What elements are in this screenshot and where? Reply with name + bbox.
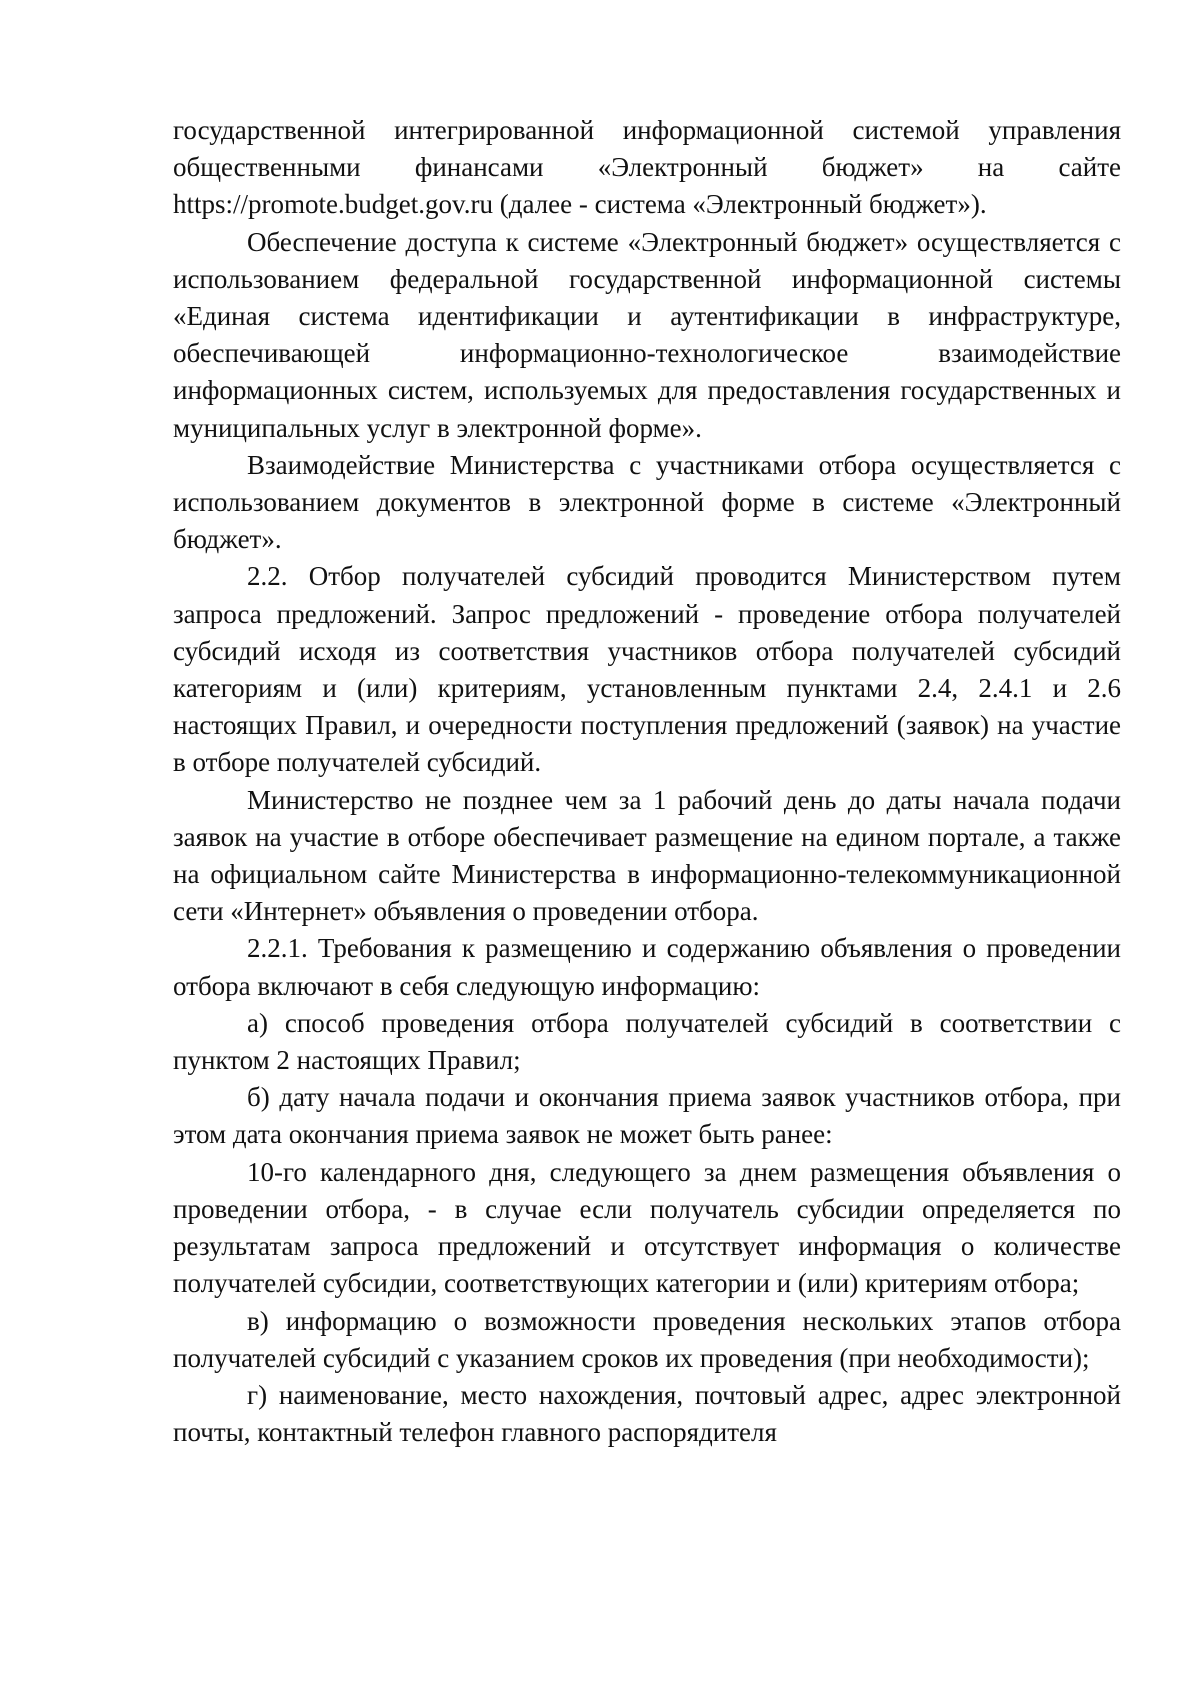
list-item-a: а) способ проведения отбора получателей субсидий в соответствии с пунктом 2 настоящих Правил; [173, 1007, 1121, 1076]
paragraph-10th-day: 10-го календарного дня, следующего за днем размещения объявления о проведении отбора, - в случае если получатель субсидии определяется по результатам запроса предложений и отсутствует информация о количестве получателей субсидии, соответствующих категории и (или) критериям отбора; [173, 1156, 1121, 1299]
document-page [173, 112, 1121, 1451]
list-item-v: в) информацию о возможности проведения нескольких этапов отбора получателей субсидий с указанием сроков их проведения (при необходимости); [173, 1305, 1121, 1373]
paragraph-section-2-2: 2.2. Отбор получателей субсидий проводится Министерством путем запроса предложений. Запрос предложений - проведение отбора получателей субсидий исходя из соответствия участников отбора получателей субсидий категориям и (или) критериям, установленным пунктами 2.4, 2.4.1 и 2.6 настоящих Правил, и очередности поступления предложений (заявок) на участие в отборе получателей субсидий. [173, 561, 1121, 778]
paragraph-system-access: Обеспечение доступа к системе «Электронный бюджет» осуществляется с использованием федеральной государственной информационной системы «Единая система идентификации и аутентификации в инфраструктуре, обеспечивающей информационно-технологическое взаимодействие информационных систем, используемых для предоставления государственных и муниципальных услуг в электронной форме». [173, 226, 1121, 443]
paragraph-section-2-2-1: 2.2.1. Требования к размещению и содержанию объявления о проведении отбора включают в себя следующую информацию: [173, 933, 1121, 1001]
list-item-b: б) дату начала подачи и окончания приема заявок участников отбора, при этом дата окончания приема заявок не может быть ранее: [173, 1082, 1121, 1150]
paragraph-continuation: государственной интегрированной информационной системой управления общественными финансами «Электронный бюджет» на сайте https://promote.budget.gov.ru (далее - система «Электронный бюджет»). [173, 115, 1121, 220]
paragraph-announcement: Министерство не позднее чем за 1 рабочий день до даты начала подачи заявок на участие в отборе обеспечивает размещение на едином портале, а также на официальном сайте Министерства в информационно-телекоммуникационной сети «Интернет» объявления о проведении отбора. [173, 784, 1121, 927]
list-item-g: г) наименование, место нахождения, почтовый адрес, адрес электронной почты, контактный телефон главного распорядителя [173, 1379, 1121, 1448]
paragraph-interaction: Взаимодействие Министерства с участниками отбора осуществляется с использованием документов в электронной форме в системе «Электронный бюджет». [173, 449, 1121, 555]
